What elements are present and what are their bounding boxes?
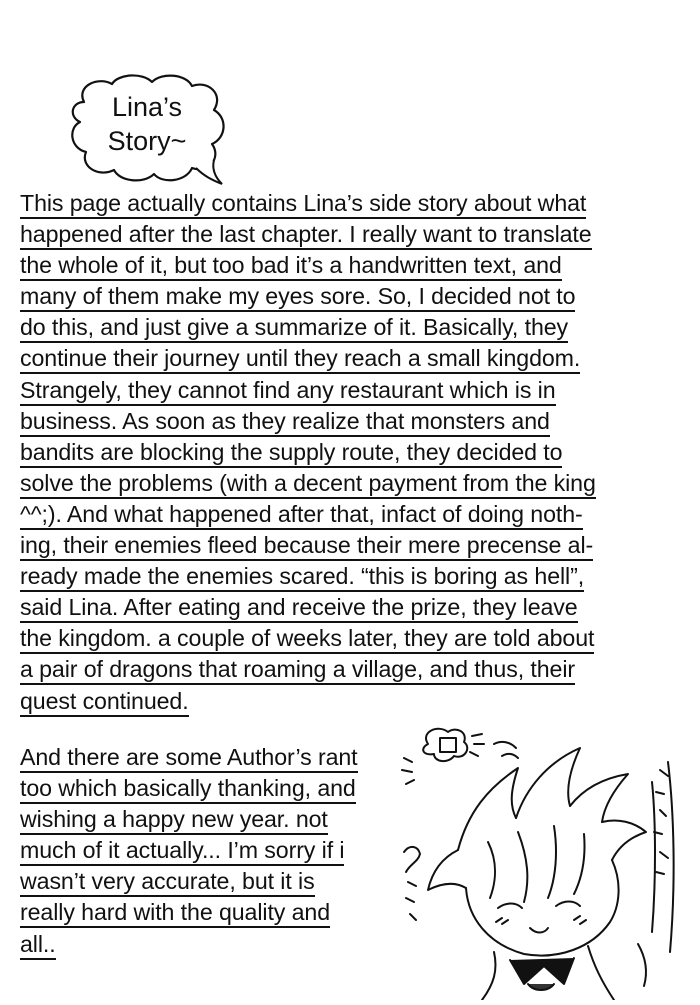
text-line: really hard with the quality and	[20, 897, 410, 928]
text-line: ^^;). And what happened after that, infact of doing noth-	[20, 499, 680, 530]
text-line: continue their journey until they reach a small kingdom.	[20, 343, 680, 374]
text-line: wasn’t very accurate, but it is	[20, 866, 410, 897]
title-speech-bubble	[62, 72, 242, 192]
text-line: This page actually contains Lina’s side story about what	[20, 188, 680, 219]
author-rant-paragraph	[20, 742, 410, 960]
title-text	[82, 90, 212, 158]
text-line: the kingdom. a couple of weeks later, they are told about	[20, 623, 680, 654]
summary-paragraph	[20, 188, 680, 717]
text-line: too which basically thanking, and	[20, 773, 410, 804]
chibi-sketch-illustration	[398, 722, 698, 1000]
text-line: ing, their enemies fleed because their mere precense al-	[20, 530, 680, 561]
text-line: many of them make my eyes sore. So, I decided not to	[20, 281, 680, 312]
title-line-2: Story~	[107, 126, 187, 156]
text-line: business. As soon as they realize that monsters and	[20, 406, 680, 437]
text-line: happened after the last chapter. I really want to translate	[20, 219, 680, 250]
text-line: much of it actually... I’m sorry if i	[20, 835, 410, 866]
text-line: solve the problems (with a decent payment from the king	[20, 468, 680, 499]
text-line: the whole of it, but too bad it’s a handwritten text, and	[20, 250, 680, 281]
text-line: bandits are blocking the supply route, they decided to	[20, 437, 680, 468]
chibi-character-icon	[398, 722, 698, 1000]
text-line: ready made the enemies scared. “this is boring as hell”,	[20, 561, 680, 592]
text-line: quest continued.	[20, 686, 680, 717]
text-line: And there are some Author’s rant	[20, 742, 410, 773]
text-line: said Lina. After eating and receive the prize, they leave	[20, 592, 680, 623]
title-line-1: Lina’s	[111, 92, 183, 122]
text-line: do this, and just give a summarize of it. Basically, they	[20, 312, 680, 343]
text-line: all..	[20, 929, 410, 960]
text-line: wishing a happy new year. not	[20, 804, 410, 835]
text-line: a pair of dragons that roaming a village, and thus, their	[20, 654, 680, 685]
text-line: Strangely, they cannot find any restaurant which is in	[20, 375, 680, 406]
